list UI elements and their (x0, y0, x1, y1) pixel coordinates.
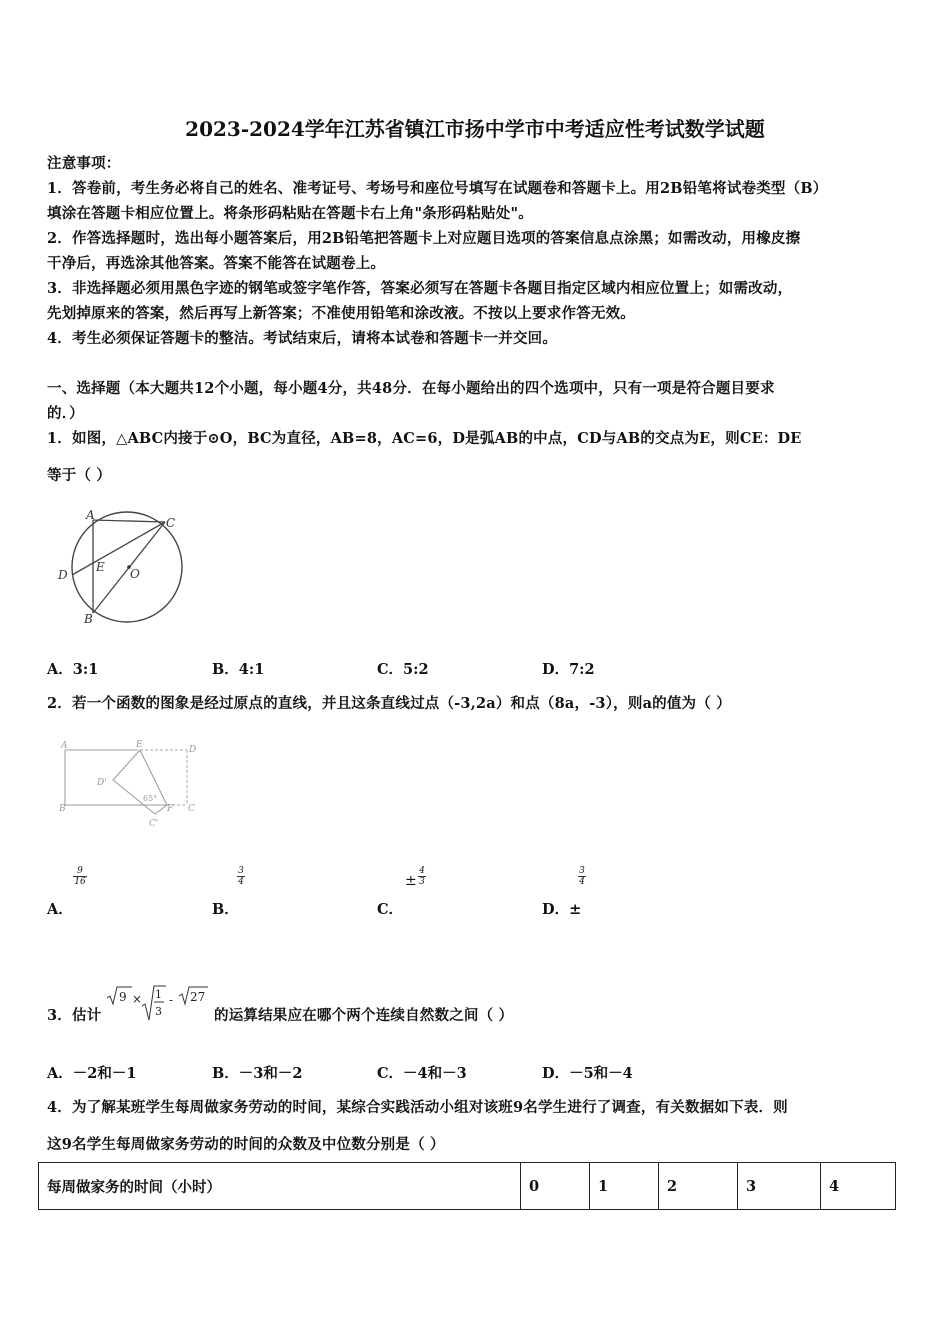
label-c-prime: C' (149, 819, 159, 829)
q1-option-c[interactable]: C．5:2 (377, 661, 429, 678)
table-header-cell: 3 (738, 1163, 821, 1210)
q2-option-c[interactable]: C． (377, 901, 404, 918)
label-c: C (188, 804, 195, 814)
q2-option-a[interactable]: A． (47, 901, 73, 918)
page-title: 2023-2024学年江苏省镇江市扬中学市中考适应性考试数学试题 (185, 117, 765, 141)
question-3-expression (104, 984, 212, 1026)
q1-option-b[interactable]: B．4:1 (212, 661, 265, 678)
label-o: O (130, 567, 140, 581)
q3-option-d[interactable]: D．－5和－4 (542, 1065, 633, 1082)
question-1-text: 1．如图，△ABC内接于⊙O，BC为直径，AB=8，AC=6，D是弧AB的中点，CD与AB的交点为E，则CE：DE (47, 430, 802, 447)
label-a: A (86, 508, 95, 522)
question-2-figure (55, 738, 205, 830)
q2-plus-minus: ± (405, 873, 417, 889)
notice-line: 填涂在答题卡相应位置上。将条形码粘贴在答题卡右上角"条形码粘贴处"。 (47, 205, 533, 222)
sqrt-9-value: 9 (119, 990, 127, 1004)
question-1-figure (50, 505, 195, 630)
frac-denominator: 3 (155, 1005, 162, 1018)
table-header-cell: 2 (659, 1163, 738, 1210)
table-header-cell: 4 (821, 1163, 896, 1210)
notice-line: 4．考生必须保证答题卡的整洁。考试结束后，请将本试卷和答题卡一并交回。 (47, 330, 558, 347)
section-heading: 一、选择题（本大题共12个小题，每小题4分，共48分．在每小题给出的四个选项中，只有一项是符合题目要求 (47, 380, 775, 397)
label-d-prime: D' (97, 778, 107, 788)
notice-line: 干净后，再选涂其他答案。答案不能答在试题卷上。 (47, 255, 386, 272)
question-4-table (38, 1162, 896, 1210)
q2-fraction-a: $\frac{9}{16}$ (74, 866, 86, 887)
segment-ac (93, 520, 165, 522)
table-row (39, 1163, 896, 1210)
label-angle: 65° (143, 794, 158, 803)
label-f: F (167, 804, 174, 814)
question-3-lead: 3．估计 (47, 1007, 102, 1024)
q1-option-d[interactable]: D．7:2 (542, 661, 595, 678)
times-sign: × (132, 992, 143, 1006)
question-4-text-cont: 这9名学生每周做家务劳动的时间的众数及中位数分别是（ ） (47, 1136, 445, 1153)
q3-option-a[interactable]: A．－2和－1 (47, 1065, 137, 1082)
table-header-cell: 0 (521, 1163, 590, 1210)
table-header-cell: 1 (590, 1163, 659, 1210)
sqrt-27-value: 27 (190, 990, 206, 1004)
section-heading-cont: 的．） (47, 405, 84, 422)
notice-line: 先划掉原来的答案，然后再写上新答案；不准使用铅笔和涂改液。不按以上要求作答无效。 (47, 305, 635, 322)
q2-fraction-b: $\frac{3}{4}$ (238, 866, 244, 887)
sqrt-frac-radical (142, 986, 166, 1020)
q3-option-b[interactable]: B．－3和－2 (212, 1065, 303, 1082)
question-2-text: 2．若一个函数的图象是经过原点的直线，并且这条直线过点（-3,2a）和点（8a，-3），则a的值为（ ） (47, 695, 731, 712)
label-b: B (59, 804, 66, 814)
label-e: E (136, 740, 143, 750)
notice-line: 2．作答选择题时，选出每小题答案后，用2B铅笔把答题卡上对应题目选项的答案信息点涂黑；如需改动，用橡皮擦 (47, 230, 801, 247)
label-b: B (84, 612, 93, 626)
label-d: D (189, 745, 197, 755)
question-3-text: 的运算结果应在哪个两个连续自然数之间（ ） (214, 1007, 514, 1024)
q2-option-d[interactable]: D．± (542, 901, 582, 918)
notice-line: 1．答卷前，考生务必将自己的姓名、准考证号、考场号和座位号填写在试题卷和答题卡上。用2B铅笔将试卷类型（B） (47, 180, 828, 197)
label-a: A (61, 741, 68, 751)
q2-fraction-d: $\frac{3}{4}$ (579, 866, 585, 887)
q2-fraction-c: $\frac{4}{3}$ (419, 866, 425, 887)
question-4-text: 4．为了解某班学生每周做家务劳动的时间，某综合实践活动小组对该班9名学生进行了调查，有关数据如下表．则 (47, 1099, 788, 1116)
minus-sign: - (169, 993, 174, 1007)
folded-shape (113, 750, 167, 814)
q1-option-a[interactable]: A．3:1 (47, 661, 99, 678)
q2-option-b[interactable]: B． (212, 901, 239, 918)
notice-heading: 注意事项： (47, 155, 121, 172)
frac-numerator: 1 (155, 988, 162, 1001)
label-e: E (96, 560, 105, 574)
question-1-text-cont: 等于（ ） (47, 467, 112, 484)
label-c: C (166, 516, 176, 530)
label-d: D (58, 568, 68, 582)
q3-option-c[interactable]: C．－4和－3 (377, 1065, 467, 1082)
table-header-cell: 每周做家务的时间（小时） (39, 1163, 521, 1210)
notice-line: 3．非选择题必须用黑色字迹的钢笔或签字笔作答，答案必须写在答题卡各题目指定区域内相应位置上；如需改动， (47, 280, 793, 297)
